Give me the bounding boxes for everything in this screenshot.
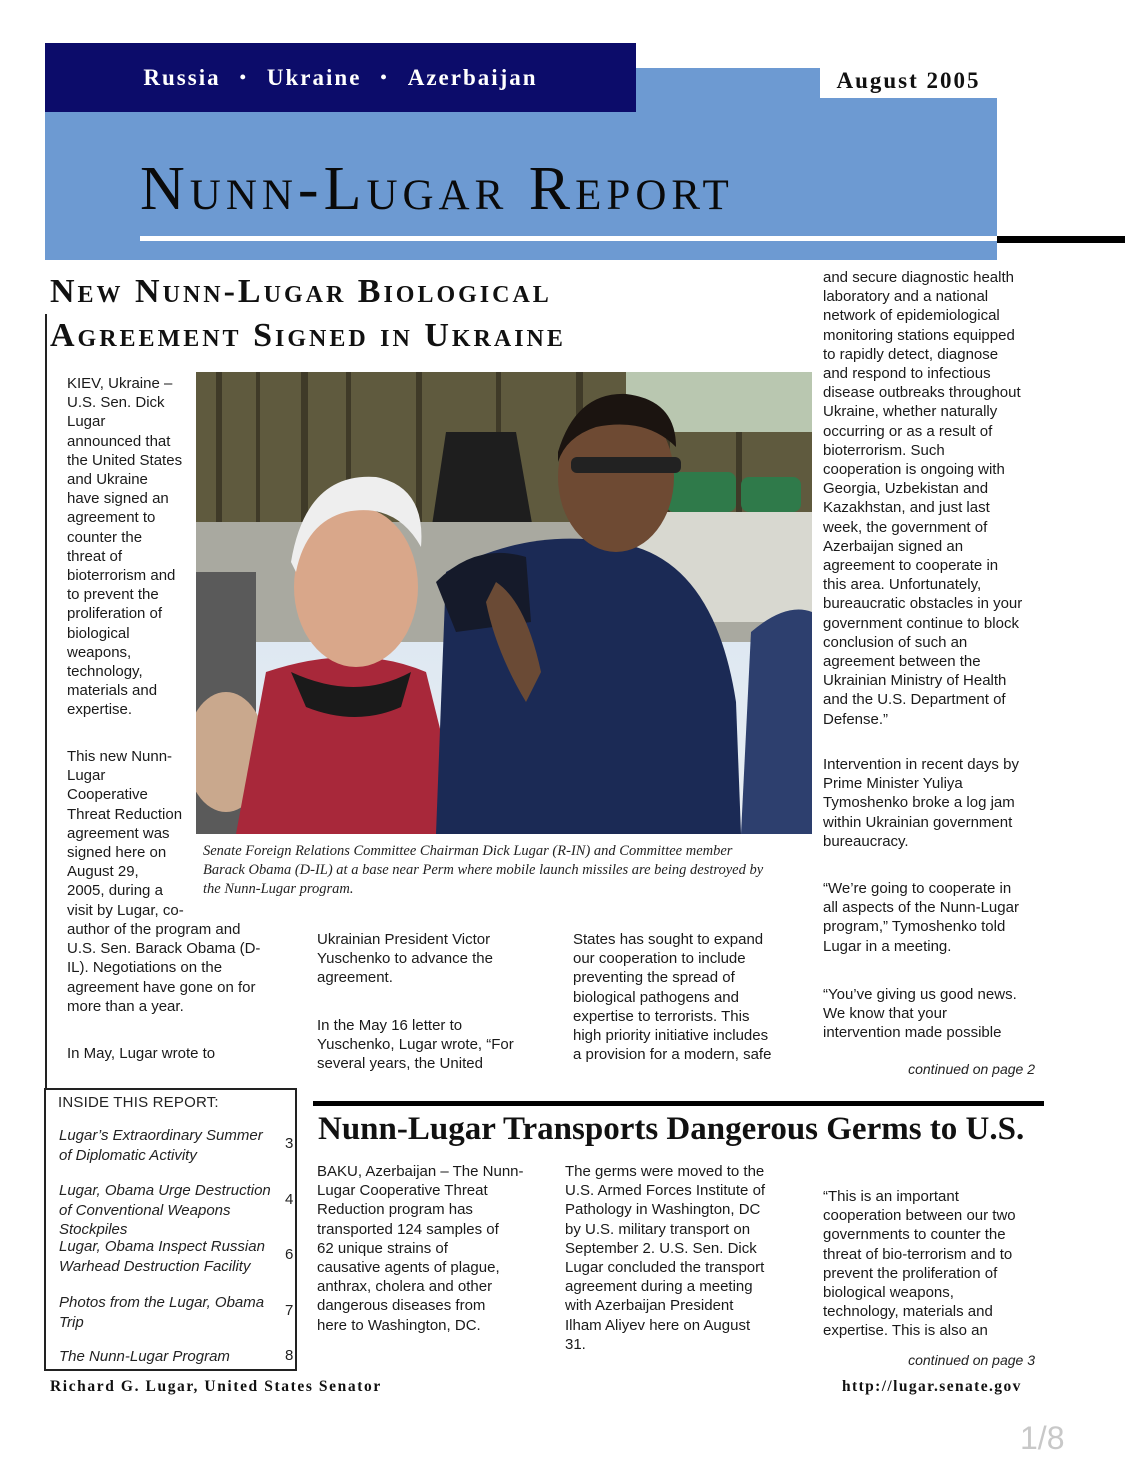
body-line: anthrax, cholera and other <box>317 1278 493 1296</box>
toc-item[interactable]: Lugar, Obama Inspect Russian Warhead Destruction Facility <box>59 1238 265 1275</box>
body-line: monitoring stations equipped <box>823 326 1015 344</box>
article-2-column-2 <box>565 1162 805 1354</box>
body-line: Yuschenko to advance the <box>317 950 493 968</box>
region-azerbaijan: Azerbaijan <box>407 64 538 90</box>
body-line: We know that your <box>823 1005 947 1023</box>
footer-senator: Richard G. Lugar, United States Senator <box>50 1378 382 1395</box>
article-column-1 <box>67 374 195 720</box>
toc-page-number: 3 <box>285 1135 294 1152</box>
article-column-1d <box>67 1044 302 1063</box>
continued-link-page-3[interactable]: continued on page 3 <box>908 1352 1035 1368</box>
body-line: Kazakhstan, and just last <box>823 499 990 517</box>
body-line: within Ukrainian government <box>823 813 1013 831</box>
report-title: Nunn-Lugar Report <box>140 155 734 223</box>
body-line: agreement to cooperate in <box>823 557 999 575</box>
toc-page-number: 7 <box>285 1302 294 1319</box>
section-rule <box>313 1101 1044 1106</box>
article-2-column-3 <box>823 1187 1053 1341</box>
body-line: “This is an important <box>823 1188 959 1205</box>
caption-line: the Nunn-Lugar program. <box>203 881 354 897</box>
body-line: biological weapons, <box>823 1284 954 1302</box>
body-line: agreement. <box>317 969 393 987</box>
body-line: 62 unique strains of <box>317 1239 448 1257</box>
body-line: Yuschenko, Lugar wrote, “For <box>317 1036 514 1054</box>
body-line: U.S. Sen. Dick <box>67 394 165 412</box>
body-line: expertise to terrorists. This <box>573 1007 750 1025</box>
body-line: bureaucratic obstacles in your <box>823 595 1023 613</box>
article-column-4d <box>823 985 1053 1043</box>
body-line: This new Nunn- <box>67 748 173 765</box>
body-line: disease outbreaks throughout <box>823 384 1021 402</box>
headline-line-1: New Nunn-Lugar Biological <box>50 273 552 310</box>
body-line: BAKU, Azerbaijan – The Nunn- <box>317 1163 524 1180</box>
body-line: agreement between the <box>823 653 981 671</box>
body-line: Lugar Cooperative Threat <box>317 1182 488 1200</box>
body-line: August 29, <box>67 863 139 881</box>
body-line: week, the government of <box>823 518 988 536</box>
body-line: biological pathogens and <box>573 988 739 1006</box>
body-line: U.S. Sen. Barack Obama (D- <box>67 940 261 958</box>
article-column-2b <box>317 1016 547 1074</box>
body-line: and secure diagnostic health <box>823 269 1014 286</box>
body-line: Azerbaijan signed an <box>823 537 964 555</box>
body-line: expertise. This is also an <box>823 1322 988 1340</box>
body-line: Intervention in recent days by <box>823 756 1019 773</box>
body-line: occurring or as a result of <box>823 422 993 440</box>
body-line: all aspects of the Nunn-Lugar <box>823 899 1019 917</box>
body-line: technology, <box>67 663 143 681</box>
body-line: author of the program and <box>67 921 241 938</box>
body-line: 31. <box>565 1335 586 1353</box>
body-line: cooperation is ongoing with <box>823 461 1005 479</box>
body-line: Pathology in Washington, DC <box>565 1201 761 1219</box>
body-line: IL). Negotiations on the <box>67 959 223 977</box>
body-line: States has sought to expand <box>573 931 764 948</box>
toc-item[interactable]: Lugar’s Extraordinary Summer of Diplomatic Activity <box>59 1127 263 1164</box>
body-line: Reduction program has <box>317 1201 473 1219</box>
body-line: by U.S. military transport on <box>565 1220 751 1238</box>
body-line: bioterrorism and <box>67 567 176 585</box>
article-column-4b <box>823 755 1053 851</box>
body-line: KIEV, Ukraine – <box>67 375 173 392</box>
body-line: Tymoshenko broke a log jam <box>823 794 1015 812</box>
right-rule <box>997 236 1125 243</box>
body-line: Ukrainian President Victor <box>317 931 491 948</box>
body-line: agreement was <box>67 824 170 842</box>
toc-item[interactable]: Lugar, Obama Urge Destruction of Conventional Weapons Stockpiles <box>59 1182 271 1238</box>
body-line: In May, Lugar wrote to <box>67 1045 216 1062</box>
body-line: our cooperation to include <box>573 950 746 968</box>
body-line: Lugar concluded the transport <box>565 1259 765 1277</box>
photo-caption <box>203 842 808 899</box>
page-indicator: 1/8 <box>1020 1420 1065 1456</box>
body-line: the United States <box>67 451 183 469</box>
body-line: “You’ve giving us good news. <box>823 986 1017 1003</box>
body-line: Threat Reduction <box>67 805 183 823</box>
body-line: and respond to infectious <box>823 365 991 383</box>
title-rule <box>140 236 997 241</box>
body-line: here to Washington, DC. <box>317 1316 481 1334</box>
region-bar <box>45 43 636 112</box>
body-line: and Ukraine <box>67 471 148 489</box>
body-line: several years, the United <box>317 1055 483 1073</box>
article-column-1c <box>67 920 302 1016</box>
body-line: Lugar in a meeting. <box>823 937 952 955</box>
photo-lugar-obama <box>196 372 812 834</box>
article-headline <box>50 270 810 358</box>
body-line: visit by Lugar, co- <box>67 901 184 919</box>
body-line: 2005, during a <box>67 882 163 900</box>
body-line: transported 124 samples of <box>317 1220 499 1238</box>
body-line: U.S. Armed Forces Institute of <box>565 1182 766 1200</box>
body-line: Cooperative <box>67 786 148 804</box>
body-line: Prime Minister Yuliya <box>823 775 963 793</box>
body-line: Georgia, Uzbekistan and <box>823 480 989 498</box>
body-line: agreement to <box>67 509 156 527</box>
article-2-column-1 <box>317 1162 552 1335</box>
body-line: counter the <box>67 528 143 546</box>
body-line: materials and <box>67 682 158 700</box>
body-line: intervention made possible <box>823 1024 1002 1042</box>
body-line: Ilham Aliyev here on August <box>565 1316 751 1334</box>
body-line: a provision for a modern, safe <box>573 1046 772 1064</box>
region-ukraine: Ukraine <box>266 64 362 90</box>
separator-dot: • <box>380 67 389 87</box>
body-line: expertise. <box>67 701 133 719</box>
issue-date: August 2005 <box>820 64 997 98</box>
caption-line: Senate Foreign Relations Committee Chairman Dick Lugar (R-IN) and Committee member <box>203 843 733 859</box>
body-line: prevent the proliferation of <box>823 1264 998 1282</box>
toc-page-number: 6 <box>285 1246 294 1263</box>
body-line: and the U.S. Department of <box>823 691 1006 709</box>
body-line: conclusion of such an <box>823 633 968 651</box>
body-line: bioterrorism. Such <box>823 441 945 459</box>
caption-line: Barack Obama (D-IL) at a base near Perm where mobile launch missiles are being destroyed by <box>203 862 764 878</box>
article-column-3 <box>573 930 808 1064</box>
body-line: In the May 16 letter to <box>317 1017 463 1034</box>
body-line: “We’re going to cooperate in <box>823 880 1012 897</box>
body-line: have signed an <box>67 490 169 508</box>
body-line: agreement during a meeting <box>565 1278 753 1296</box>
headline-line-2: Agreement Signed in Ukraine <box>50 317 566 354</box>
article-2-headline: Nunn-Lugar Transports Dangerous Germs to U.S. <box>318 1111 1025 1147</box>
body-line: dangerous diseases from <box>317 1297 486 1315</box>
separator-dot: • <box>239 67 248 87</box>
body-line: more than a year. <box>67 997 184 1015</box>
body-line: causative agents of plague, <box>317 1259 500 1277</box>
body-line: biological <box>67 624 130 642</box>
article-column-4 <box>823 268 1053 729</box>
region-russia: Russia <box>143 64 221 90</box>
column-rule <box>45 314 47 1091</box>
body-line: announced that <box>67 432 171 450</box>
body-line: signed here on <box>67 844 167 862</box>
footer-url-link[interactable]: http://lugar.senate.gov <box>842 1378 1022 1395</box>
article-photo <box>196 372 812 834</box>
body-line: high priority initiative includes <box>573 1027 769 1045</box>
body-line: weapons, <box>67 643 132 661</box>
body-line: Lugar <box>67 413 106 431</box>
body-line: this area. Unfortunately, <box>823 576 982 594</box>
body-line: to rapidly detect, diagnose <box>823 345 999 363</box>
body-line: Lugar <box>67 767 106 785</box>
body-line: cooperation between our two <box>823 1207 1016 1225</box>
body-line: agreement have gone on for <box>67 978 256 996</box>
body-line: laboratory and a national <box>823 288 989 306</box>
body-line: preventing the spread of <box>573 969 735 987</box>
article-column-2 <box>317 930 547 988</box>
body-line: Defense.” <box>823 710 889 728</box>
body-line: bureaucracy. <box>823 832 909 850</box>
continued-link-page-2[interactable]: continued on page 2 <box>908 1061 1035 1077</box>
toc-item[interactable]: Photos from the Lugar, Obama Trip <box>59 1294 265 1331</box>
article-column-4c <box>823 879 1053 956</box>
article-column-1b <box>67 747 195 920</box>
body-line: September 2. U.S. Sen. Dick <box>565 1239 757 1257</box>
body-line: Ukraine, whether naturally <box>823 403 998 421</box>
toc-item[interactable]: The Nunn-Lugar Program <box>59 1348 230 1365</box>
body-line: to prevent the <box>67 586 159 604</box>
body-line: network of epidemiological <box>823 307 1000 325</box>
body-line: The germs were moved to the <box>565 1163 765 1180</box>
body-line: threat of bio-terrorism and to <box>823 1245 1013 1263</box>
body-line: threat of <box>67 547 123 565</box>
body-line: with Azerbaijan President <box>565 1297 734 1315</box>
toc-page-number: 8 <box>285 1347 294 1364</box>
body-line: program,” Tymoshenko told <box>823 918 1006 936</box>
body-line: technology, materials and <box>823 1303 993 1321</box>
body-line: Ukrainian Ministry of Health <box>823 672 1007 690</box>
body-line: government continue to block <box>823 614 1019 632</box>
body-line: governments to counter the <box>823 1226 1006 1244</box>
toc-page-number: 4 <box>285 1191 294 1208</box>
inside-report-title: INSIDE THIS REPORT: <box>58 1094 219 1111</box>
body-line: proliferation of <box>67 605 163 623</box>
